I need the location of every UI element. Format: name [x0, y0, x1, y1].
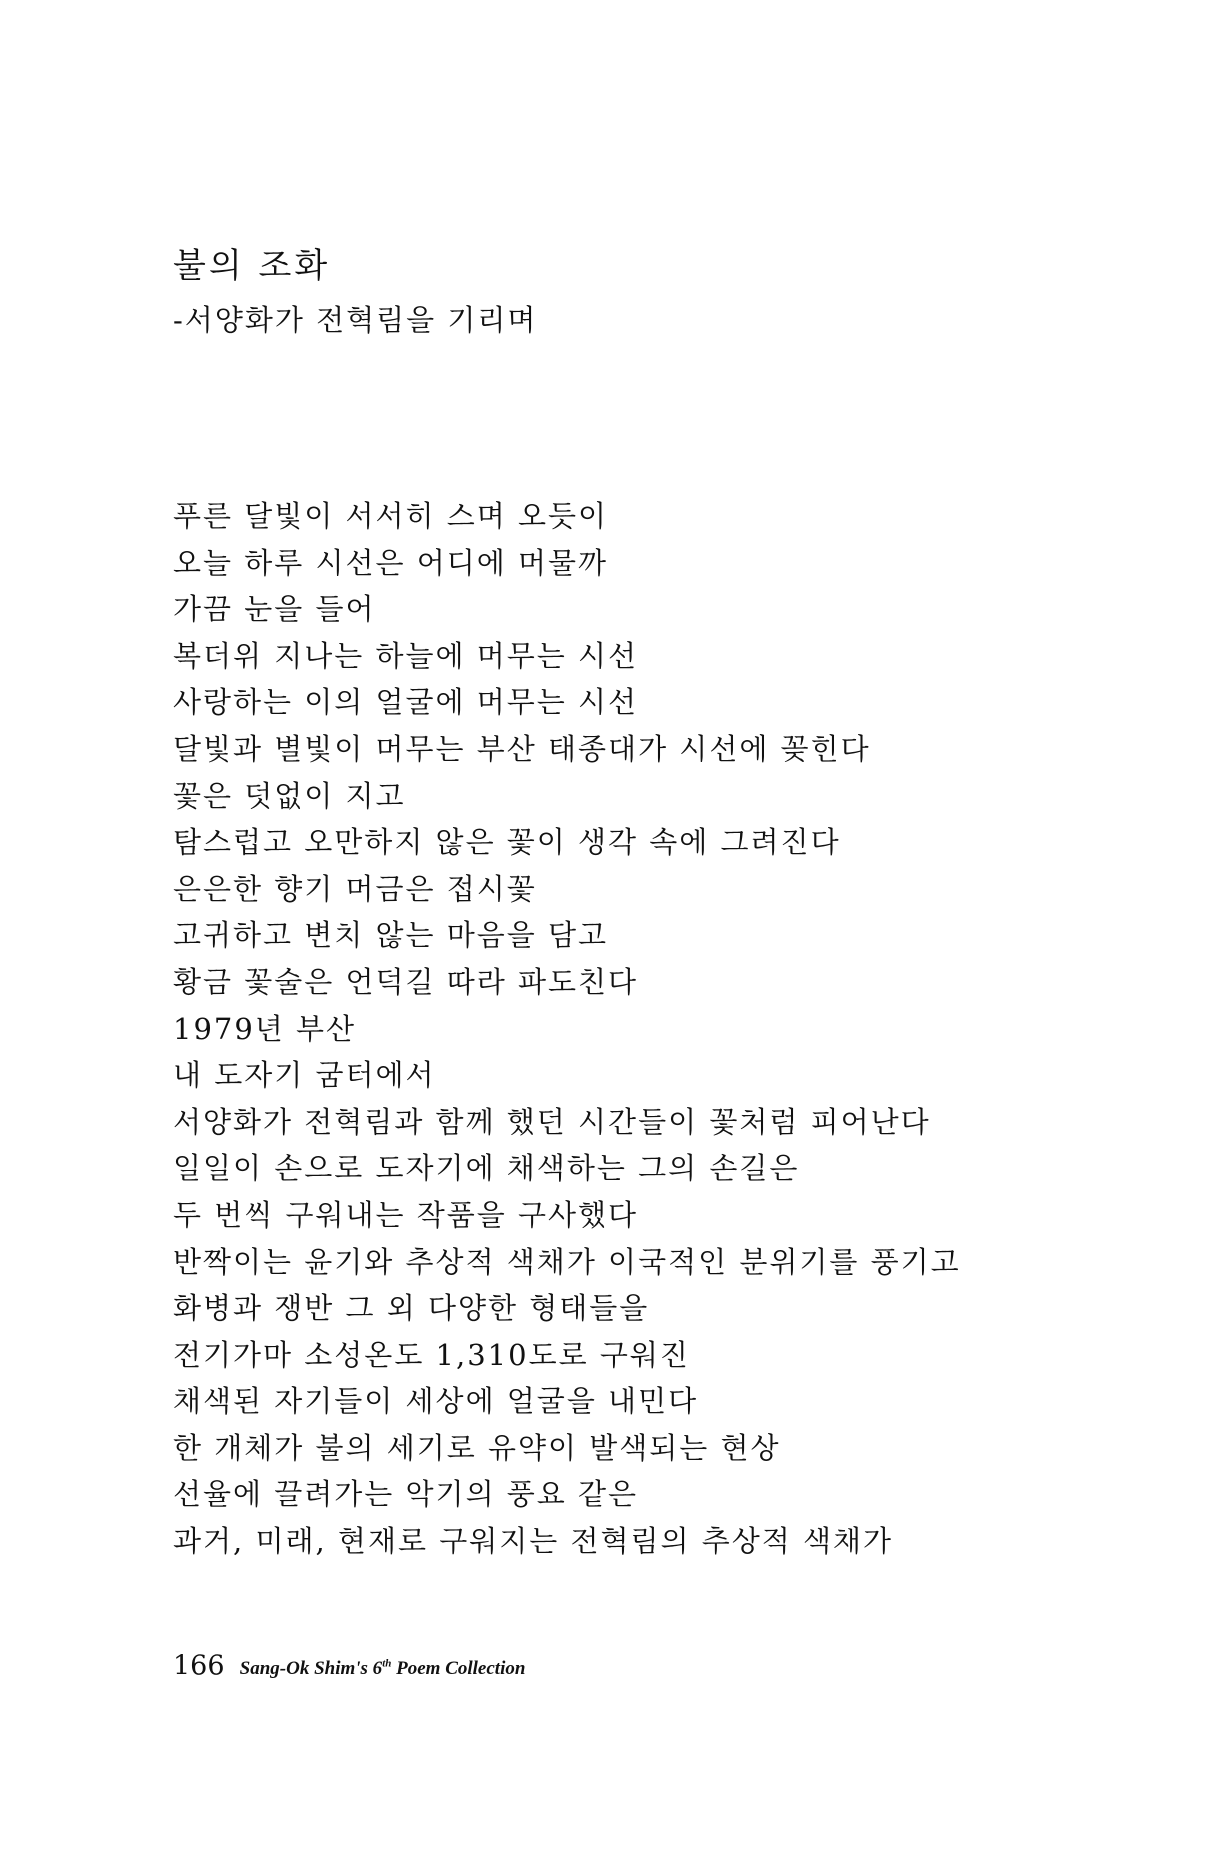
poem-line: 1979년 부산 — [173, 1011, 357, 1046]
page-number: 166 — [173, 1650, 225, 1682]
poem-line: 복더위 지나는 하늘에 머무는 시선 — [173, 638, 639, 673]
poem-line: 반짝이는 윤기와 추상적 색채가 이국적인 분위기를 풍기고 — [173, 1244, 961, 1279]
poem-subtitle: -서양화가 전혁림을 기리며 — [173, 303, 538, 337]
poem-line: 탐스럽고 오만하지 않은 꽃이 생각 속에 그려진다 — [173, 825, 841, 860]
poem-line: 한 개체가 불의 세기로 유약이 발색되는 현상 — [173, 1430, 781, 1465]
poem-line: 화병과 쟁반 그 외 다양한 형태들을 — [173, 1291, 650, 1326]
poem-line: 오늘 하루 시선은 어디에 머물까 — [173, 545, 609, 580]
poem-line: 전기가마 소성온도 1,310도로 구워진 — [173, 1337, 690, 1372]
poem-line: 과거, 미래, 현재로 구워지는 전혁림의 추상적 색채가 — [173, 1524, 894, 1559]
running-head — [240, 1658, 526, 1679]
poem-line: 두 번씩 구워내는 작품을 구사했다 — [173, 1197, 639, 1232]
poem-line: 달빛과 별빛이 머무는 부산 태종대가 시선에 꽂힌다 — [173, 731, 871, 766]
poem-body — [173, 493, 961, 1565]
page-footer — [173, 1644, 525, 1689]
poem-line: 내 도자기 굼터에서 — [173, 1058, 436, 1093]
poem-line: 푸른 달빛이 서서히 스며 오듯이 — [173, 499, 609, 533]
poem-line: 채색된 자기들이 세상에 얼굴을 내민다 — [173, 1384, 699, 1419]
running-head-superscript: th — [382, 1658, 392, 1670]
poem-title: 불의 조화 — [173, 246, 331, 286]
running-head-text: Sang-Ok Shim's 6 — [239, 1658, 383, 1680]
poem-line: 일일이 손으로 도자기에 채색하는 그의 손길은 — [173, 1151, 800, 1186]
poem-line: 사랑하는 이의 얼굴에 머무는 시선 — [173, 685, 639, 720]
running-head-text-end: Poem Collection — [391, 1658, 526, 1680]
poem-line: 꽃은 덧없이 지고 — [173, 778, 406, 813]
poem-line: 선율에 끌려가는 악기의 풍요 같은 — [173, 1477, 639, 1512]
poem-line: 은은한 향기 머금은 접시꽃 — [173, 871, 537, 906]
poem-line: 고귀하고 변치 않는 마음을 담고 — [173, 918, 609, 953]
poem-line: 황금 꽃술은 언덕길 따라 파도친다 — [173, 964, 639, 999]
poem-line: 서양화가 전혁림과 함께 했던 시간들이 꽃처럼 피어난다 — [173, 1104, 931, 1139]
poem-line: 가끔 눈을 들어 — [173, 592, 376, 627]
